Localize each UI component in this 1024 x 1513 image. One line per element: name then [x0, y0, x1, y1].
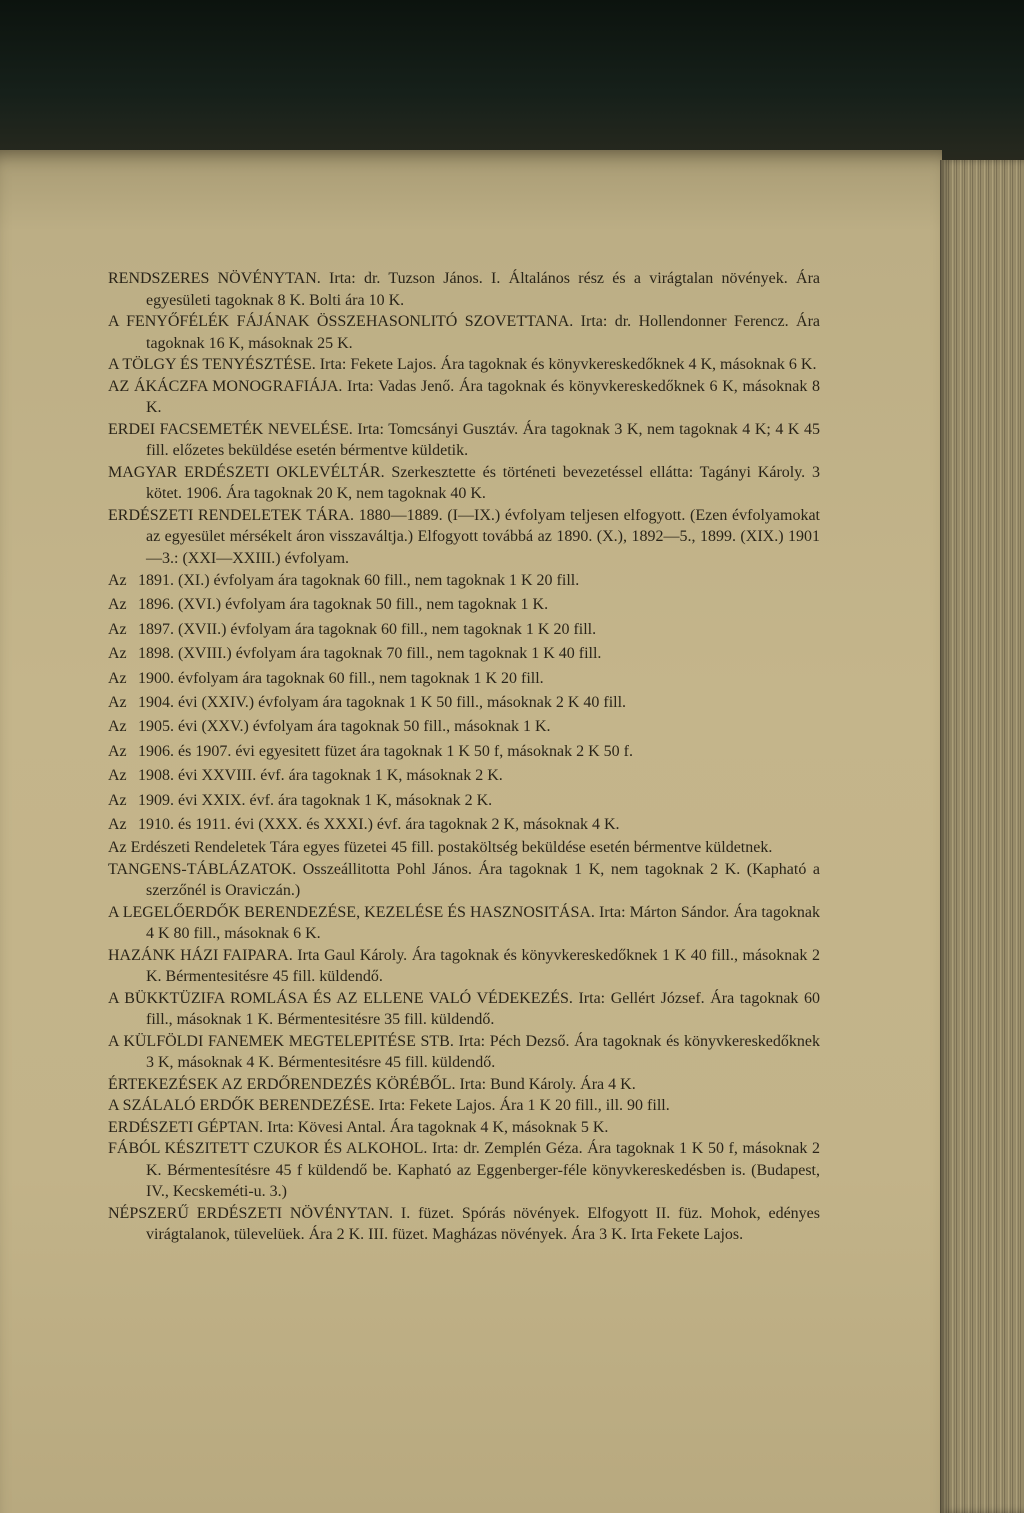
year-row [108, 789, 820, 813]
year-text: 1896. (XVI.) évfolyam ára tagoknak 50 fill., nem tagoknak 1 K. [138, 596, 549, 614]
year-text: 1905. évi (XXV.) évfolyam ára tagoknak 50 fill., másoknak 1 K. [138, 718, 551, 736]
entries-bottom [108, 837, 820, 1246]
year-row [108, 764, 820, 788]
year-text: 1908. évi XXVIII. évf. ára tagoknak 1 K, másoknak 2 K. [138, 767, 503, 785]
year-text: 1898. (XVIII.) évfolyam ára tagoknak 70 fill., nem tagoknak 1 K 40 fill. [138, 645, 602, 663]
publication-list [108, 268, 820, 1246]
page-edges [940, 160, 1024, 1513]
year-row [108, 740, 820, 764]
list-entry: HAZÁNK HÁZI FAIPARA. Irta Gaul Károly. Ára tagoknak és könyvkereskedőknek 1 K 40 fill., másoknak 2 K. Bérmentesitésre 45 fill. küldendő. [108, 946, 820, 986]
entries-top [108, 268, 820, 569]
list-entry: A FENYŐFÉLÉK FÁJÁNAK ÖSSZEHASONLITÓ SZOVETTANA. Irta: dr. Hollendonner Ferencz. Ára tagoknak 16 K, másoknak 25 K. [108, 313, 820, 352]
year-prefix: Az [108, 596, 127, 614]
list-entry: Az Erdészeti Rendeletek Tára egyes füzetei 45 fill. postaköltség beküldése esetén bérmentve küldetnek. [108, 839, 773, 857]
year-text: 1900. évfolyam ára tagoknak 60 fill., nem tagoknak 1 K 20 fill. [138, 669, 544, 687]
year-prefix: Az [108, 742, 127, 760]
list-entry: ERDEI FACSEMETÉK NEVELÉSE. Irta: Tomcsányi Gusztáv. Ára tagoknak 3 K, nem tagoknak 4 K; 4 K 45 fill. előzetes beküldése esetén bérmentve küldetik. [108, 420, 820, 459]
year-text: 1891. (XI.) évfolyam ára tagoknak 60 fill., nem tagoknak 1 K 20 fill. [138, 572, 580, 589]
list-entry: AZ ÁKÁCZFA MONOGRAFIÁJA. Irta: Vadas Jenő. Ára tagoknak és könyvkereskedőknek 6 K, másoknak 8 K. [108, 377, 820, 416]
list-entry: ÉRTEKEZÉSEK AZ ERDŐRENDEZÉS KÖRÉBŐL. Irta: Bund Károly. Ára 4 K. [108, 1075, 636, 1093]
year-row [108, 667, 820, 691]
year-row [108, 642, 820, 666]
year-row [108, 569, 820, 593]
list-entry: ERDÉSZETI RENDELETEK TÁRA. 1880—1889. (I—IX.) évfolyam teljesen elfogyott. (Ezen évfolyamokat az egyesület mérsékelt áron visszaváltja.) Elfogyott továbbá az 1890. (X.), 1892—5., 1899. (XIX.) 1901—3.: (XXI—XXIII.) évfolyam. [108, 506, 820, 567]
year-prefix: Az [108, 816, 127, 834]
year-prefix: Az [108, 694, 127, 712]
list-entry: RENDSZERES NÖVÉNYTAN. Irta: dr. Tuzson János. I. Általános rész és a virágtalan növények. Ára egyesületi tagoknak 8 K. Bolti ára 10 K. [108, 270, 820, 309]
year-prefix: Az [108, 572, 127, 589]
year-prefix: Az [108, 791, 127, 809]
year-row [108, 593, 820, 617]
year-row [108, 618, 820, 642]
list-entry: MAGYAR ERDÉSZETI OKLEVÉLTÁR. Szerkesztette és történeti bevezetéssel ellátta: Tagányi Károly. 3 kötet. 1906. Ára tagoknak 20 K, nem tagoknak 40 K. [108, 463, 820, 502]
list-entry: FÁBÓL KÉSZITETT CZUKOR ÉS ALKOHOL. Irta: dr. Zemplén Géza. Ára tagoknak 1 K 50 f, másoknak 2 K. Bérmentesítésre 45 f küldendő be. Kapható az Eggenberger-féle könyvkereskedésben is. (Budapest, IV., Kecskeméti-u. 3.) [108, 1140, 820, 1201]
year-prefix: Az [108, 669, 127, 687]
year-list [108, 569, 820, 837]
year-row [108, 813, 820, 837]
year-text: 1904. évi (XXIV.) évfolyam ára tagoknak 1 K 50 fill., másoknak 2 K 40 fill. [138, 694, 627, 712]
list-entry: A TÖLGY ÉS TENYÉSZTÉSE. Irta: Fekete Lajos. Ára tagoknak és könyvkereskedőknek 4 K, másoknak 6 K. [108, 356, 817, 373]
year-text: 1910. és 1911. évi (XXX. és XXXI.) évf. ára tagoknak 2 K, másoknak 4 K. [138, 816, 620, 834]
year-prefix: Az [108, 718, 127, 736]
year-text: 1897. (XVII.) évfolyam ára tagoknak 60 fill., nem tagoknak 1 K 20 fill. [138, 620, 597, 638]
year-row [108, 691, 820, 715]
list-entry: ERDÉSZETI GÉPTAN. Irta: Kövesi Antal. Ára tagoknak 4 K, másoknak 5 K. [108, 1118, 609, 1136]
list-entry: A SZÁLALÓ ERDŐK BERENDEZÉSE. Irta: Fekete Lajos. Ára 1 K 20 fill., ill. 90 fill. [108, 1097, 670, 1115]
year-row [108, 715, 820, 739]
year-prefix: Az [108, 620, 127, 638]
list-entry: A LEGELŐERDŐK BERENDEZÉSE, KEZELÉSE ÉS HASZNOSITÁSA. Irta: Márton Sándor. Ára tagoknak 4 K 80 fill., másoknak 6 K. [108, 903, 820, 943]
list-entry: A KÜLFÖLDI FANEMEK MEGTELEPITÉSE STB. Irta: Péch Dezső. Ára tagoknak és könyvkereskedőknek 3 K, másoknak 4 K. Bérmentesitésre 45 fill. küldendő. [108, 1032, 820, 1072]
year-prefix: Az [108, 645, 127, 663]
year-text: 1909. évi XXIX. évf. ára tagoknak 1 K, másoknak 2 K. [138, 791, 493, 809]
dark-background [0, 0, 1024, 170]
year-prefix: Az [108, 767, 127, 785]
list-entry: TANGENS-TÁBLÁZATOK. Osszeállitotta Pohl János. Ára tagoknak 1 K, nem tagoknak 2 K. (Kapható a szerzőnél is Oraviczán.) [108, 860, 820, 900]
year-text: 1906. és 1907. évi egyesitett füzet ára tagoknak 1 K 50 f, másoknak 2 K 50 f. [138, 742, 633, 760]
list-entry: A BÜKKTÜZIFA ROMLÁSA ÉS AZ ELLENE VALÓ VÉDEKEZÉS. Irta: Gellért József. Ára tagoknak 60 fill., másoknak 1 K. Bérmentesitésre 35 fill. küldendő. [108, 989, 820, 1029]
list-entry: NÉPSZERŰ ERDÉSZETI NÖVÉNYTAN. I. füzet. Spórás növények. Elfogyott II. füz. Mohok, edényes virágtalanok, tülevelüek. Ára 2 K. III. füzet. Magházas növények. Ára 3 K. Irta Fekete Lajos. [108, 1204, 820, 1244]
